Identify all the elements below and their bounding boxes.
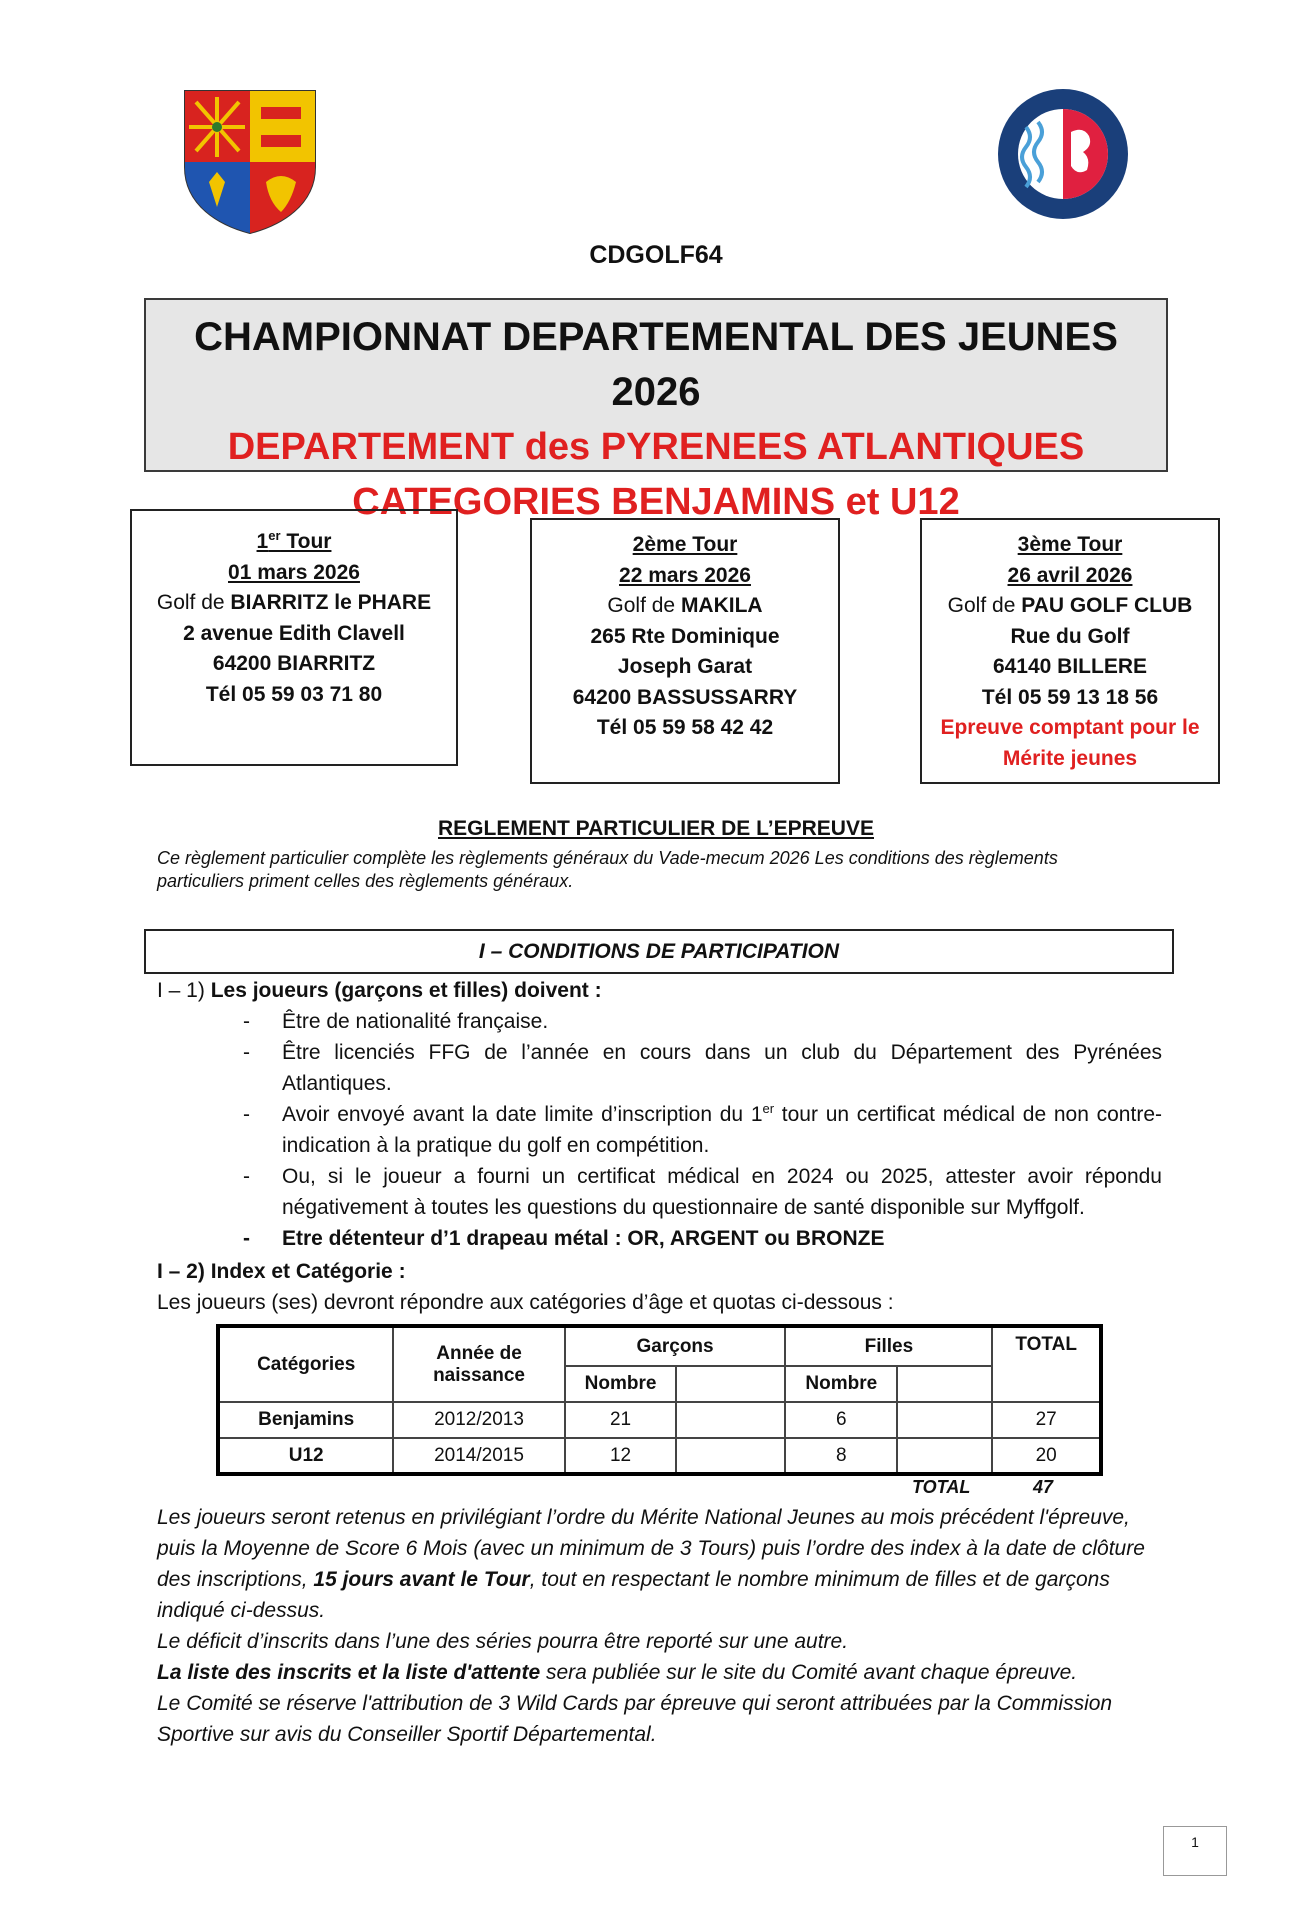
header-filles: Filles (785, 1326, 992, 1366)
list-item: - Être licenciés FFG de l’année en cours dans un club du Département des Pyrénées Atlantiques. (157, 1037, 1162, 1099)
header-nombre-garcons: Nombre (565, 1366, 677, 1402)
cell-annee: 2014/2015 (393, 1438, 564, 1474)
tour-box-2 (530, 518, 840, 784)
i1-heading: I – 1) Les joueurs (garçons et filles) doivent : (157, 979, 602, 1002)
tour-1-address-2: 64200 BIARRITZ (212, 652, 376, 675)
tour-2-address-2: Joseph Garat (617, 655, 753, 678)
tour-1-date: 01 mars 2026 (228, 560, 360, 584)
tour-2-tel: Tél 05 59 58 42 42 (596, 716, 774, 739)
header-nombre-filles: Nombre (785, 1366, 897, 1402)
reglement-text (157, 847, 1177, 893)
cell-garcons: 12 (565, 1438, 677, 1474)
tour-1-heading: 1er Tour (256, 528, 332, 553)
department-crest-logo (181, 87, 319, 235)
tour-1-tel: Tél 05 59 03 71 80 (205, 682, 383, 706)
tour-2-heading: 2ème Tour (632, 533, 738, 556)
header-total: TOTAL (992, 1326, 1101, 1402)
tour-3-note-1: Epreuve comptant pour le (940, 716, 1200, 739)
list-item: - Etre détenteur d’1 drapeau métal : OR, ARGENT ou BRONZE (157, 1223, 1162, 1254)
header-annee: Année de naissance (393, 1326, 564, 1402)
tour-3-note-2: Mérite jeunes (1002, 746, 1138, 770)
cell-annee: 2012/2013 (393, 1402, 564, 1438)
header-garcons: Garçons (565, 1326, 786, 1366)
selection-paragraph (157, 1502, 1157, 1750)
tour-3-heading: 3ème Tour (1017, 533, 1123, 556)
cell-category: Benjamins (218, 1402, 393, 1438)
organization-name: CDGOLF64 (589, 241, 723, 269)
conditions-list (157, 1006, 1162, 1254)
tour-3-golf: Golf de PAU GOLF CLUB (947, 594, 1193, 617)
paragraph-1: Les joueurs seront retenus en privilégiant l’ordre du Mérite National Jeunes au mois précédent l'épreuve, puis la Moyenne de Score 6 Mois (avec un minimum de 3 Tours) puis l’ordre des index à la date de clôture des inscriptions, 15 jours avant le Tour, tout en respectant le nombre minimum de filles et de garçons indiqué ci-dessus. (157, 1506, 1145, 1622)
title-box (144, 298, 1168, 523)
cell-total: 27 (992, 1402, 1101, 1438)
main-title: CHAMPIONNAT DEPARTEMENTAL DES JEUNES 2026 (194, 315, 1118, 414)
header-categories: Catégories (218, 1326, 393, 1402)
tour-box-1 (130, 509, 458, 766)
list-item: - Ou, si le joueur a fourni un certificat médical en 2024 ou 2025, attester avoir répondu négativement à toutes les questions du questionnaire de santé disponible sur Myffgolf. (157, 1161, 1162, 1223)
i2-heading: I – 2) Index et Catégorie : (157, 1260, 406, 1283)
list-item: - Être de nationalité française. (157, 1006, 1162, 1037)
list-item: - Avoir envoyé avant la date limite d’inscription du 1er tour un certificat médical de non contre-indication à la pratique du golf en compétition. (157, 1099, 1162, 1161)
table-row (218, 1438, 1101, 1474)
tour-3-address-2: 64140 BILLERE (992, 655, 1148, 678)
i2-text: Les joueurs (ses) devront répondre aux catégories d’âge et quotas ci-dessous : (157, 1291, 894, 1314)
cell-total: 20 (992, 1438, 1101, 1474)
department-subtitle: DEPARTEMENT des PYRENEES ATLANTIQUES (227, 426, 1085, 468)
paragraph-4: Le Comité se réserve l'attribution de 3 Wild Cards par épreuve qui seront attribuées par la Commission Sportive sur avis du Conseiller Sportif Départemental. (157, 1692, 1113, 1746)
reglement-text-line-1: Ce règlement particulier complète les règlements généraux du Vade-mecum 2026 Les conditions des règlements (157, 848, 1058, 868)
cell-filles: 6 (785, 1402, 897, 1438)
quota-table (216, 1324, 1103, 1476)
tour-2-date: 22 mars 2026 (619, 563, 751, 587)
tour-box-3 (920, 518, 1220, 784)
grand-total-value: 47 (1033, 1477, 1054, 1497)
page-number: 1 (1163, 1826, 1227, 1876)
tour-2-address-1: 265 Rte Dominique (590, 624, 780, 648)
tour-3-date: 26 avril 2026 (1007, 563, 1133, 587)
grand-total-label: TOTAL (912, 1477, 971, 1497)
table-row (218, 1402, 1101, 1438)
league-golf-logo (996, 87, 1130, 221)
tour-1-golf: Golf de BIARRITZ le PHARE (156, 591, 432, 614)
tour-3-address-1: Rue du Golf (1010, 624, 1130, 648)
reglement-title: REGLEMENT PARTICULIER DE L’EPREUVE (438, 817, 874, 840)
section-title: I – CONDITIONS DE PARTICIPATION (144, 929, 1174, 974)
tour-2-golf: Golf de MAKILA (607, 594, 763, 617)
paragraph-3: La liste des inscrits et la liste d'attente sera publiée sur le site du Comité avant chaque épreuve. (157, 1661, 1078, 1684)
cell-filles: 8 (785, 1438, 897, 1474)
categories-subtitle: CATEGORIES BENJAMINS et U12 (352, 481, 960, 523)
cell-category: U12 (218, 1438, 393, 1474)
paragraph-2: Le déficit d’inscrits dans l’une des séries pourra être reporté sur une autre. (157, 1630, 849, 1653)
tour-1-address-1: 2 avenue Edith Clavell (183, 621, 405, 645)
cell-garcons: 21 (565, 1402, 677, 1438)
reglement-text-line-2: particuliers priment celles des règlements généraux. (157, 871, 574, 891)
tour-2-address-3: 64200 BASSUSSARRY (572, 685, 798, 709)
tour-3-tel: Tél 05 59 13 18 56 (981, 685, 1159, 709)
